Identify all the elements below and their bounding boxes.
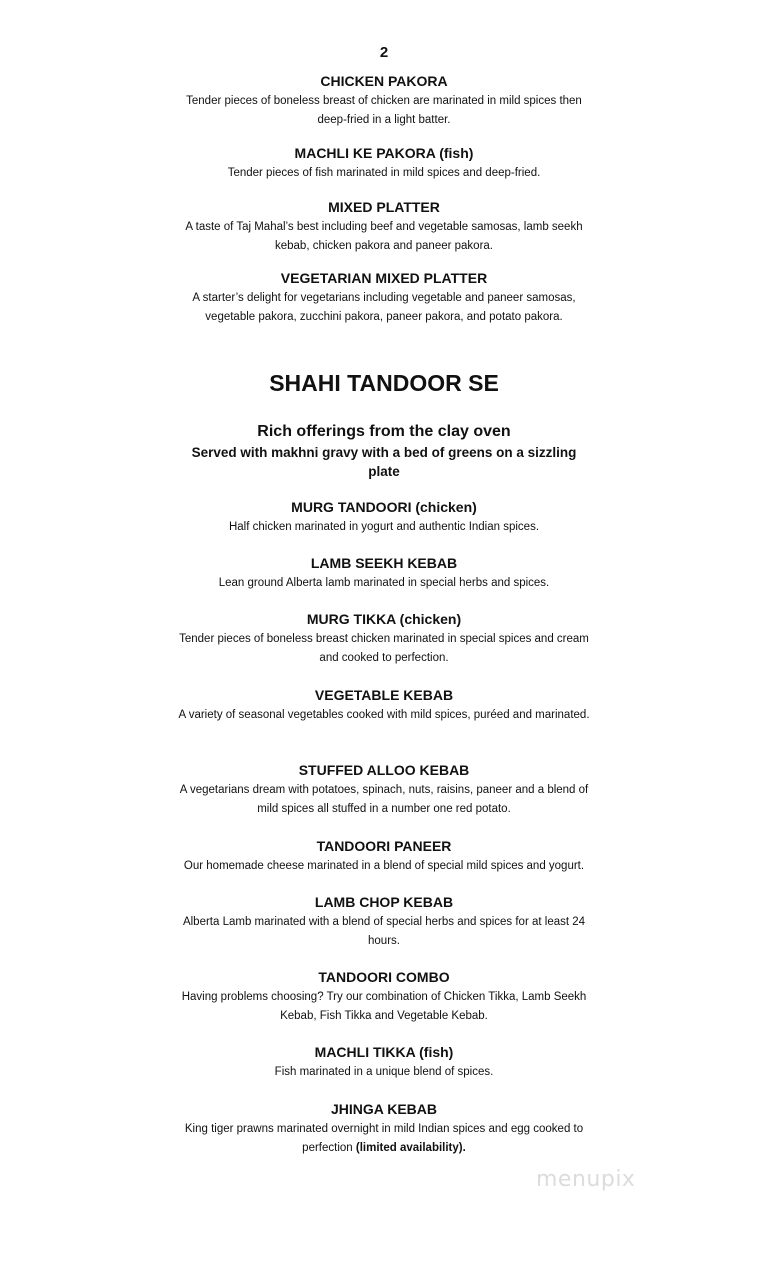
item-description: Half chicken marinated in yogurt and authentic Indian spices. <box>228 521 540 533</box>
item-name: CHICKEN PAKORA <box>320 73 448 89</box>
availability-note: (limited availability). <box>355 1141 466 1154</box>
item-name: LAMB SEEKH KEBAB <box>310 555 458 571</box>
menu-item <box>0 72 768 129</box>
item-description: A starter’s delight for vegetarians including vegetable and paneer samosas, vegetable pakora, zucchini pakora, paneer pakora, and potato pakora. <box>192 292 576 323</box>
section-served-note: Served with makhni gravy with a bed of greens on a sizzling plate <box>191 445 577 479</box>
menu-item <box>0 269 768 326</box>
item-description: Alberta Lamb marinated with a blend of special herbs and spices for at least 24 hours. <box>182 916 586 947</box>
section-tagline: Rich offerings from the clay oven <box>257 423 511 440</box>
item-description: Our homemade cheese marinated in a blend of special mild spices and yogurt. <box>183 860 585 872</box>
page-number: 2 <box>379 44 389 61</box>
item-description: Tender pieces of fish marinated in mild spices and deep-fried. <box>227 167 541 179</box>
item-description: Having problems choosing? Try our combination of Chicken Tikka, Lamb Seekh Kebab, Fish Tikka and Vegetable Kebab. <box>181 991 587 1022</box>
item-description: A variety of seasonal vegetables cooked with mild spices, puréed and marinated. <box>178 709 590 721</box>
section-title: SHAHI TANDOOR SE <box>269 370 499 396</box>
item-description: A taste of Taj Mahal’s best including beef and vegetable samosas, lamb seekh kebab, chicken pakora and paneer pakora. <box>185 221 583 252</box>
menu-item <box>0 686 768 725</box>
item-name: MACHLI TIKKA (fish) <box>314 1044 454 1060</box>
menu-item <box>0 144 768 183</box>
item-name: STUFFED ALLOO KEBAB <box>298 762 470 778</box>
menu-item <box>0 554 768 593</box>
item-description: Fish marinated in a unique blend of spices. <box>274 1066 494 1078</box>
menu-item <box>0 761 768 818</box>
menu-item <box>0 610 768 667</box>
item-name: JHINGA KEBAB <box>330 1101 438 1117</box>
item-name: MIXED PLATTER <box>328 199 440 215</box>
menu-item <box>0 837 768 876</box>
menu-item <box>0 893 768 950</box>
item-description: A vegetarians dream with potatoes, spinach, nuts, raisins, paneer and a blend of mild spices all stuffed in a number one red potato. <box>179 784 589 815</box>
item-description: Tender pieces of boneless breast chicken marinated in special spices and cream and cooked to perfection. <box>179 633 589 664</box>
menu-item <box>0 198 768 255</box>
item-name: MACHLI KE PAKORA (fish) <box>294 145 474 161</box>
menu-item <box>0 1043 768 1082</box>
item-name: MURG TANDOORI (chicken) <box>291 499 477 515</box>
item-description: Tender pieces of boneless breast of chicken are marinated in mild spices then deep-fried in a light batter. <box>186 95 582 126</box>
item-name: TANDOORI PANEER <box>316 838 452 854</box>
item-name: MURG TIKKA (chicken) <box>306 611 462 627</box>
watermark-logo: menupix <box>536 1167 636 1192</box>
item-description <box>174 1120 594 1157</box>
item-name: VEGETABLE KEBAB <box>314 687 454 703</box>
menu-item <box>0 498 768 537</box>
item-description: Lean ground Alberta lamb marinated in special herbs and spices. <box>218 577 550 589</box>
item-name: TANDOORI COMBO <box>318 969 450 985</box>
item-description-text: King tiger prawns marinated overnight in mild Indian spices and egg cooked to perfection <box>184 1123 584 1154</box>
section-subtitle <box>0 422 768 481</box>
item-name: LAMB CHOP KEBAB <box>314 894 454 910</box>
menu-item <box>0 1100 768 1157</box>
menu-item <box>0 968 768 1025</box>
item-name: VEGETARIAN MIXED PLATTER <box>280 270 488 286</box>
